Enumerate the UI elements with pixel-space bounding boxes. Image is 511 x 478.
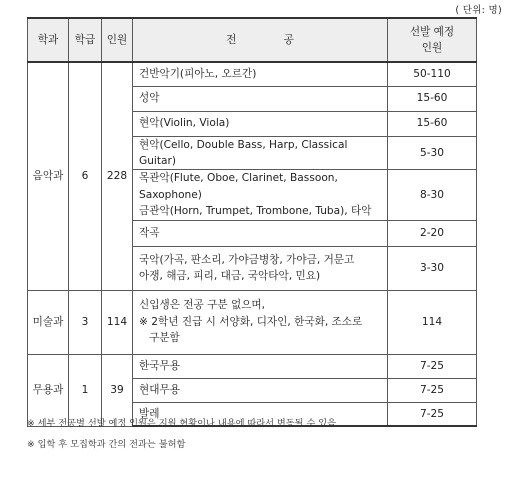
major-line: 구분함 [149,332,180,345]
major-cell: 성악 [133,86,388,111]
major-cell: 현악(Violin, Viola) [133,111,388,136]
header-selection-line2: 인원 [421,42,443,54]
unit-note: ( 단위: 명) [455,5,502,16]
major-line: 국악(가곡, 판소리, 가야금병창, 가야금, 거문고 [139,253,355,266]
header-quota: 인원 [102,18,133,62]
header-major: 전 공 [133,18,388,62]
major-cell [133,170,388,220]
major-line: ※ 2학년 진급 시 서양화, 디자인, 한국화, 조소로 [139,315,363,328]
quota-cell: 228 [102,62,133,290]
selection-cell: 5-30 [388,136,477,170]
selection-cell: 50-110 [388,62,477,86]
header-row [28,18,477,62]
selection-cell: 7-25 [388,354,477,378]
quota-cell: 39 [102,354,133,426]
admission-quota-table [27,17,477,427]
footnote: ※ 입학 후 모집학과 간의 전과는 불허함 [27,439,186,450]
major-cell: 작곡 [133,220,388,246]
dept-cell: 무용과 [28,354,69,426]
major-cell: 건반악기(피아노, 오르간) [133,62,388,86]
header-classes: 학급 [69,18,102,62]
major-cell: 현악(Cello, Double Bass, Harp, Classical Guitar) [133,136,388,170]
major-line: 신입생은 전공 구분 없으며, [139,299,266,312]
header-selection-line1: 선발 예정 [409,25,455,38]
selection-cell: 2-20 [388,220,477,246]
major-cell [133,290,388,354]
footnotes [27,413,336,455]
header-selection [388,18,477,62]
selection-cell: 3-30 [388,246,477,290]
table-row [28,62,477,86]
major-line: 금관악(Horn, Trumpet, Trombone, Tuba), 타악 [139,205,372,218]
selection-cell: 7-25 [388,402,477,426]
selection-cell: 8-30 [388,170,477,220]
classes-cell: 1 [69,354,102,426]
quota-cell: 114 [102,290,133,354]
dept-cell: 음악과 [28,62,69,290]
dept-cell: 미술과 [28,290,69,354]
major-cell: 발레 [133,402,388,426]
footnote: ※ 세부 전공별 선발 예정 인원은 지원 현황이나 내용에 따라서 변동될 수 있음 [27,418,336,429]
header-dept: 학과 [28,18,69,62]
table-row [28,290,477,354]
selection-cell: 114 [388,290,477,354]
table-row [28,354,477,378]
major-line: 목관악(Flute, Oboe, Clarinet, Bassoon, Saxophone) [139,172,338,201]
major-cell: 한국무용 [133,354,388,378]
major-line: 아쟁, 해금, 피리, 대금, 국악타악, 민요) [139,270,321,283]
classes-cell: 3 [69,290,102,354]
major-cell [133,246,388,290]
selection-cell: 15-60 [388,86,477,111]
classes-cell: 6 [69,62,102,290]
major-cell: 현대무용 [133,378,388,402]
selection-cell: 15-60 [388,111,477,136]
selection-cell: 7-25 [388,378,477,402]
